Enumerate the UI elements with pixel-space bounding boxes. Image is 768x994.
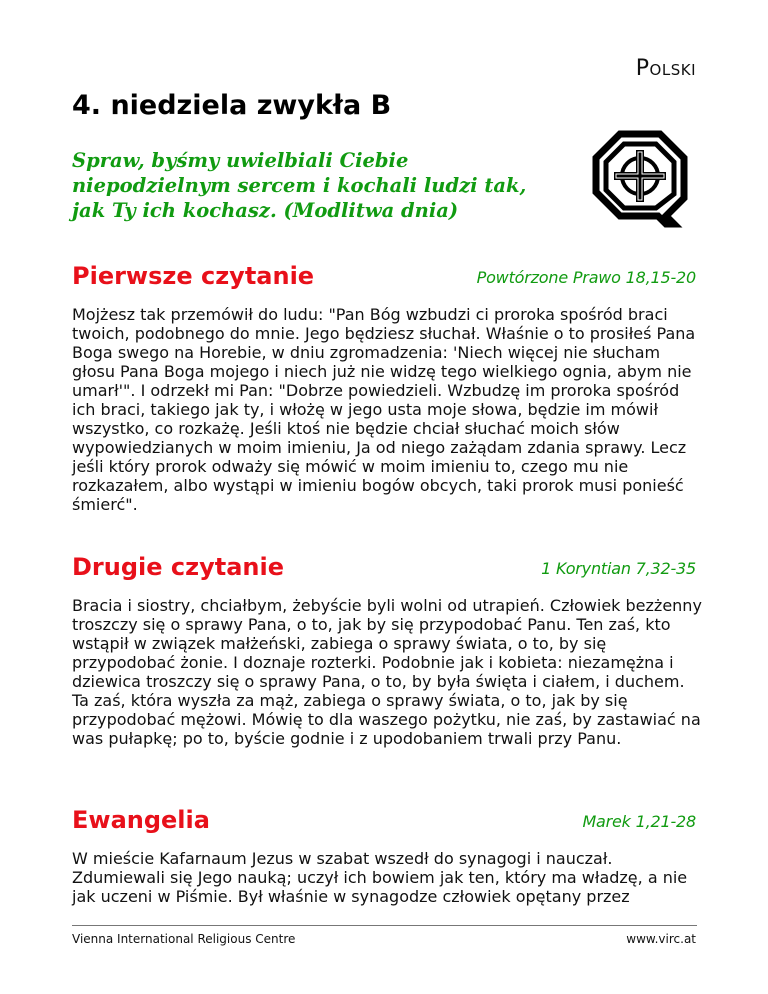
page-title: 4. niedziela zwykła B xyxy=(72,90,392,121)
section-reference: Marek 1,21-28 xyxy=(582,812,696,831)
section-reference: 1 Koryntian 7,32-35 xyxy=(541,559,696,578)
section-reference: Powtórzone Prawo 18,15-20 xyxy=(476,268,696,287)
circle-cross-icon xyxy=(590,128,690,228)
footer-url: www.virc.at xyxy=(626,932,696,946)
section-text: W mieście Kafarnaum Jezus w szabat wszedł do synagogi i nauczał. Zdumiewali się Jego nauką; uczył ich bowiem jak ten, który ma władzę, a nie jak uczeni w Piśmie. Był właśnie w synagodze człowiek opętany przez xyxy=(72,849,688,906)
language-label: Polski xyxy=(635,56,696,81)
section-title: Ewangelia xyxy=(72,806,210,834)
section-title: Drugie czytanie xyxy=(72,553,284,581)
section-header-first-reading xyxy=(72,262,696,292)
section-title: Pierwsze czytanie xyxy=(72,262,315,290)
prayer-text: Spraw, byśmy uwielbiali Ciebie niepodzielnym sercem i kochali ludzi tak, jak Ty ich kochasz. (Modlitwa dnia) xyxy=(72,149,527,222)
section-header-second-reading xyxy=(72,553,696,583)
section-text: Bracia i siostry, chciałbym, żebyście byli wolni od utrapień. Człowiek bezżenny troszczy się o sprawy Pana, o to, jak by się przypodobać Panu. Ten zaś, kto wstąpił w związek małżeński, zabiega o sprawy świata, o to, by się przypodobać żonie. I doznaje rozterki. Podobnie jak i kobieta: niezamężna i dziewica troszczy się o sprawy Pana, o to, by była święta i ciałem, i duchem. Ta zaś, która wyszła za mąż, zabiega o sprawy świata, o to, jak by się przypodobać mężowi. Mówię to dla waszego pożytku, nie zaś, by zastawiać na was pułapkę; po to, byście godnie i z upodobaniem trwali przy Panu. xyxy=(72,596,702,748)
footer-divider xyxy=(72,925,697,926)
section-text: Mojżesz tak przemówił do ludu: "Pan Bóg wzbudzi ci proroka spośród braci twoich, podobnego do mnie. Jego będziesz słuchał. Właśnie o to prosiłeś Pana Boga swego na Horebie, w dniu zgromadzenia: 'Niech więcej nie słucham głosu Pana Boga mojego i niech już nie widzę tego wielkiego ognia, abym nie umarł'". I odrzekł mi Pan: "Dobrze powiedzieli. Wzbudzę im proroka spośród ich braci, takiego jak ty, i włożę w jego usta moje słowa, będzie im mówił wszystko, co rozkażę. Jeśli ktoś nie będzie chciał słuchać moich słów wypowiedzianych w moim imieniu, Ja od niego zażądam zdania sprawy. Lecz jeśli który prorok odważy się mówić w moim imieniu to, czego mu nie rozkazałem, albo wystąpi w imieniu bogów obcych, taki prorok musi ponieść śmierć". xyxy=(72,305,696,514)
section-header-gospel xyxy=(72,806,696,836)
footer-organization: Vienna International Religious Centre xyxy=(72,932,296,946)
